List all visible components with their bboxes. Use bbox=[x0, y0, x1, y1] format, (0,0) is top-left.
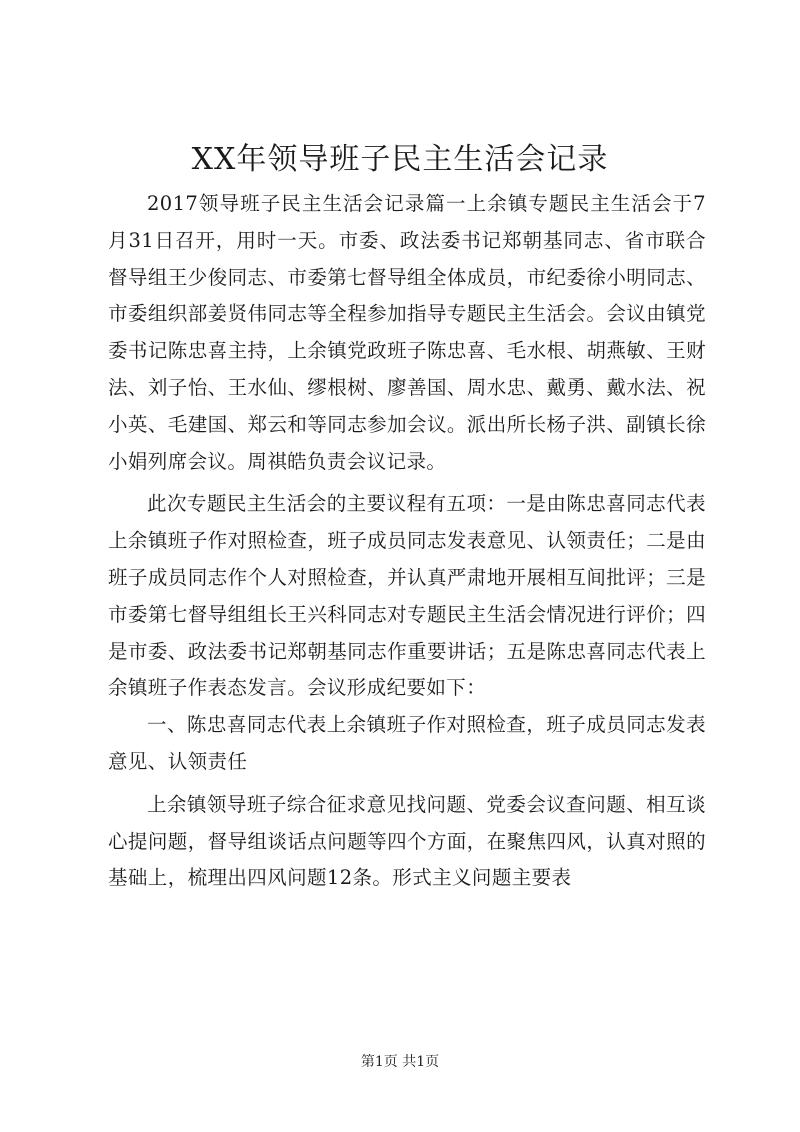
document-title: XX年领导班子民主生活会记录 bbox=[191, 142, 609, 177]
section-heading-1: 一、陈忠喜同志代表上余镇班子作对照检查，班子成员同志发表意见、认领责任 bbox=[108, 713, 706, 773]
document-body bbox=[108, 186, 706, 897]
page-footer: 第1页 共1页 bbox=[360, 1054, 440, 1070]
paragraph-intro: 2017领导班子民主生活会记录篇一上余镇专题民主生活会于7月31日召开，用时一天。市委、政法委书记郑朝基同志、省市联合督导组王少俊同志、市委第七督导组全体成员，市纪委徐小明同志、市委组织部姜贤伟同志等全程参加指导专题民主生活会。会议由镇党委书记陈忠喜主持，上余镇党政班子陈忠喜、毛水根、胡燕敏、王财法、刘子怡、王水仙、缪根树、廖善国、周水忠、戴勇、戴水法、祝小英、毛建国、郑云和等同志参加会议。派出所长杨子洪、副镇长徐小娟列席会议。周祺皓负责会议记录。 bbox=[108, 192, 706, 473]
paragraph-issues: 上余镇领导班子综合征求意见找问题、党委会议查问题、相互谈心提问题，督导组谈话点问题等四个方面，在聚焦四风，认真对照的基础上，梳理出四风问题12条。形式主义问题主要表 bbox=[108, 792, 706, 890]
paragraph-agenda: 此次专题民主生活会的主要议程有五项：一是由陈忠喜同志代表上余镇班子作对照检查，班子成员同志发表意见、认领责任；二是由班子成员同志作个人对照检查，并认真严肃地开展相互间批评；三是市委第七督导组组长王兴科同志对专题民主生活会情况进行评价；四是市委、政法委书记郑朝基同志作重要讲话；五是陈忠喜同志代表上余镇班子作表态发言。会议形成纪要如下： bbox=[108, 492, 706, 700]
